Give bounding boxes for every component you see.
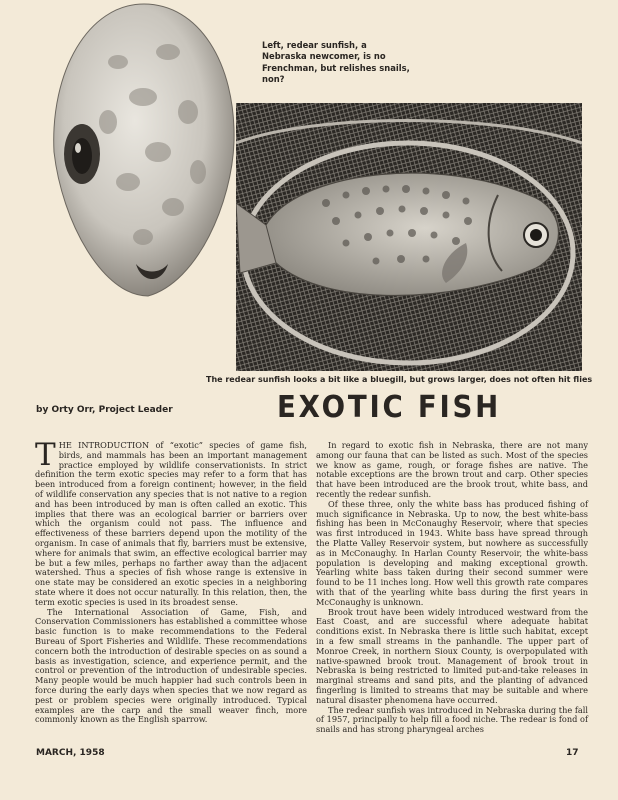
article-paragraph: Of these three, only the white bass has produced fishing of much significance in Nebraska. Up to now, the best white-bass fishing has been in McConaughy Reservoir, where that species was first introduced in 1943. White bass have spread through the Platte Valley Reservoir system, but nowhere as successfully as in McConaughy. In Harlan County Reservoir, the white-bass population is developing and making exceptional growth. Yearling white bass taken during their second summer were found to be 11 inches long. How well this growth rate compares with that of the yearling white bass during the first years in McConaughy is unknown. — [316, 498, 588, 607]
article-paragraph: In regard to exotic fish in Nebraska, there are not many among our fauna that can be listed as such. Most of the species we know as game, rough, or forage fishes are native. The notable exceptions are the brown trout and carp. Other species that have been introduced are the brook trout, white bass, and recently the redear sunfish. — [316, 440, 588, 499]
photo-caption-top: Left, redear sunfish, a Nebraska newcomer, is no Frenchman, but relishes snails, non? — [262, 40, 410, 85]
article-paragraph: The redear sunfish was introduced in Nebraska during the fall of 1957, principally to help fill a food niche. The redear is fond of snails and has strong pharyngeal arches — [316, 704, 588, 735]
article-paragraph: THE INTRODUCTION of “exotic” species of game fish, birds, and mammals has been an important management practice employed by wildlife conservationists. In strict definition the term exotic species may refer to a form that has been introduced from a foreign continent; however, in the field of wildlife conservation any species that is not native to a region and has been introduced by man is often called an exotic. This implies that there was an ecological barrier or barriers over which the organism could not pass. The influence and effectiveness of these barriers depend upon the motility of the organism. In case of animals that fly, barriers must be extensive, where for animals that swim, an effective ecological barrier may be but a few miles, perhaps no farther away than the adjacent watershed. Thus a species of fish whose range is extensive in one state may be considered an exotic species in a neighboring state where it does not occur naturally. In this relation, then, the term exotic species is used in its broadest sense. — [35, 437, 307, 607]
article-paragraph: The International Association of Game, Fish, and Conservation Commissioners has established a committee whose basic function is to make recommendations to the Federal Bureau of Sport Fisheries and Wildlife. These recommendations concern both the introduction of desirable species on as sound a basis as investigation, science, and experience permit, and the control or prevention of the introduction of undesirable species. Many people would be much happier had such controls been in force during the early days when species that we now regard as pest or problem species were originally introduced. Typical examples are the carp and the small weaver finch, more commonly known as the English sparrow. — [35, 606, 307, 725]
page-number: 17 — [566, 748, 579, 758]
issue-date: MARCH, 1958 — [36, 748, 105, 758]
article-column-left — [35, 437, 307, 725]
article-column-right — [316, 441, 588, 735]
article-byline: by Orty Orr, Project Leader — [36, 405, 173, 415]
drop-cap: T — [35, 437, 56, 473]
redear-sunfish-head-photo — [48, 2, 240, 298]
photo-caption-bottom: The redear sunfish looks a bit like a bluegill, but grows larger, does not often hit flies — [206, 375, 593, 384]
article-title: EXOTIC FISH — [277, 390, 502, 425]
article-paragraph: Brook trout have been widely introduced westward from the East Coast, and are successful where adequate habitat conditions exist. In Nebraska there is little such habitat, except in a few small streams in the panhandle. The upper part of Monroe Creek, in northern Sioux County, is overpopulated with native-spawned brook trout. Management of brook trout in Nebraska is being restricted to limited put-and-take releases in marginal streams and sand pits, and the planting of advanced fingerling is limited to streams that may be suitable and where natural disaster phenomena have occurred. — [316, 606, 588, 705]
sunfish-in-net-photo — [236, 103, 582, 371]
